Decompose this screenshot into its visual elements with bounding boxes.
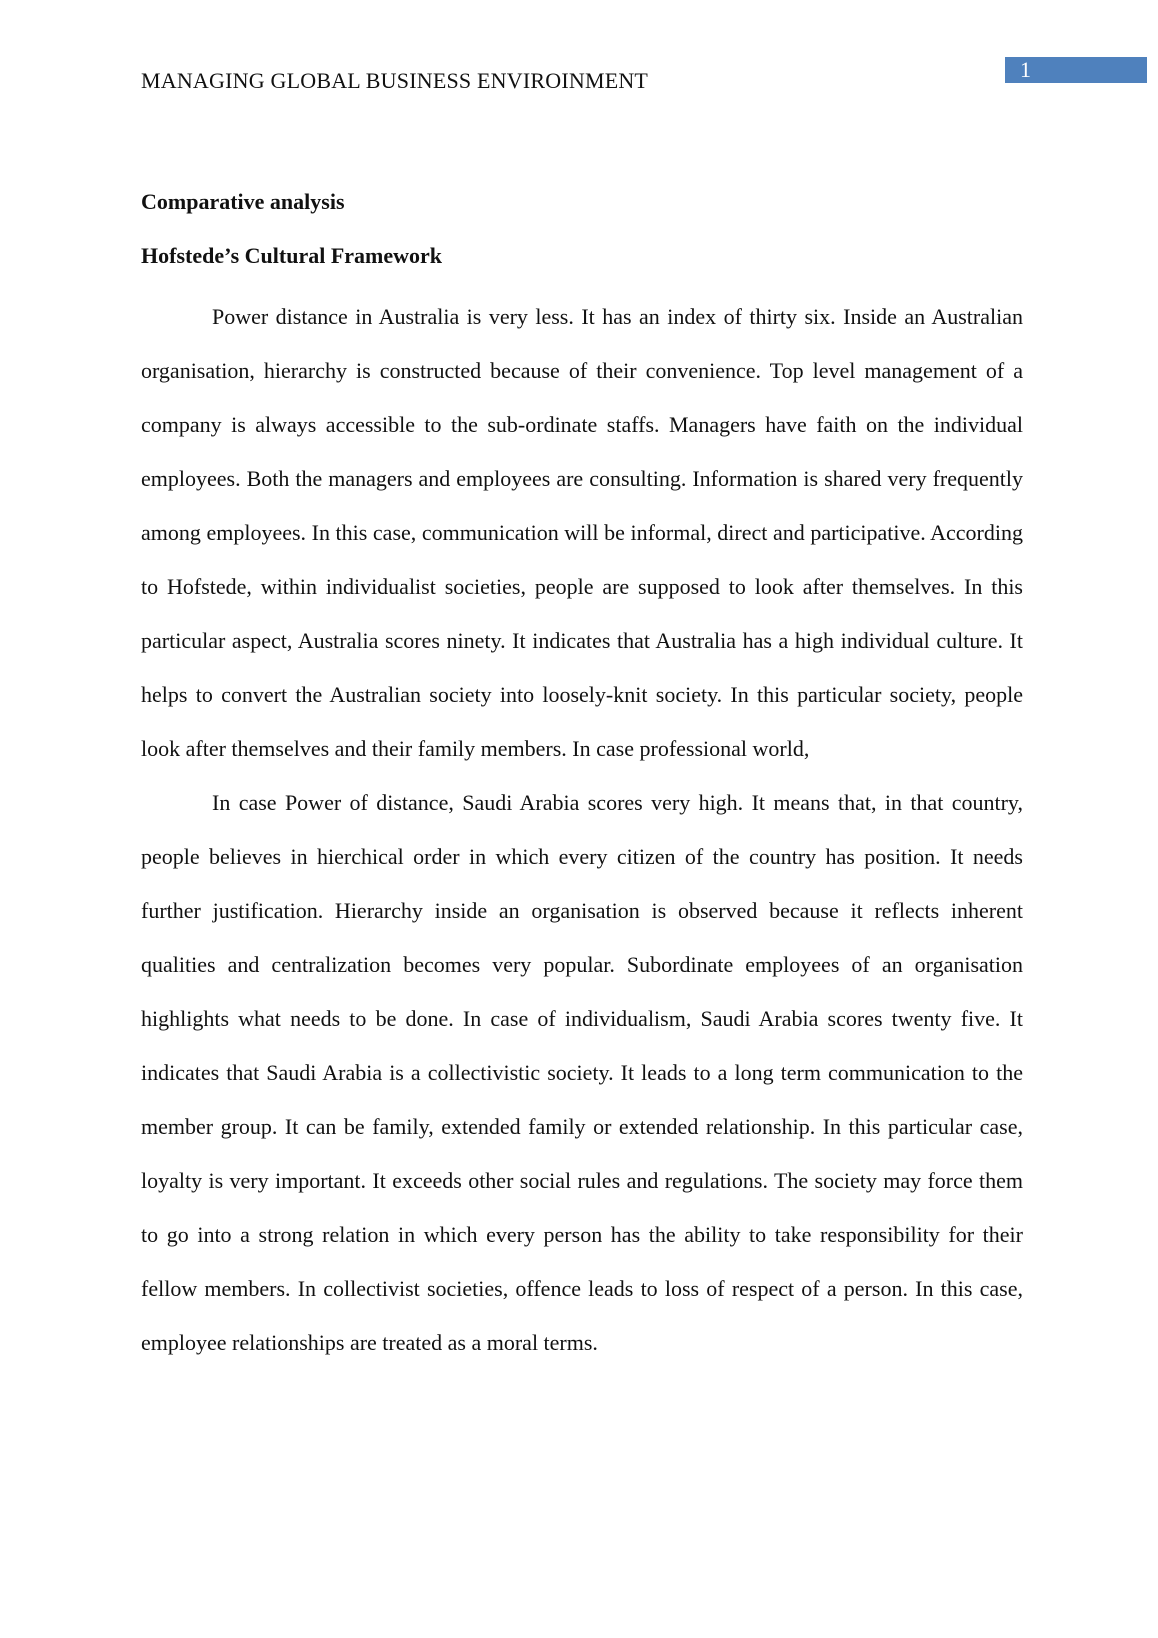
paragraph-australia: Power distance in Australia is very less. It has an index of thirty six. Inside an Australian organisation, hierarchy is constructed because of their convenience. Top level management of a company is always accessible to the sub-ordinate staffs. Managers have faith on the individual employees. Both the managers and employees are consulting. Information is shared very frequently among employees. In this case, communication will be informal, direct and participative. According to Hofstede, within individualist societies, people are supposed to look after themselves. In this particular aspect, Australia scores ninety. It indicates that Australia has a high individual culture. It helps to convert the Australian society into loosely-knit society. In this particular society, people look after themselves and their family members. In case professional world, xyxy=(141,304,1023,761)
section-heading: Comparative analysis xyxy=(141,189,345,214)
page-number-badge xyxy=(1005,57,1147,83)
running-header-title: MANAGING GLOBAL BUSINESS ENVIROINMENT xyxy=(141,68,649,93)
page-number: 1 xyxy=(1020,57,1031,82)
subsection-heading: Hofstede’s Cultural Framework xyxy=(141,243,443,268)
paragraph-saudi-arabia: In case Power of distance, Saudi Arabia scores very high. It means that, in that country, people believes in hierchical order in which every citizen of the country has position. It needs further justification. Hierarchy inside an organisation is observed because it reflects inherent qualities and centralization becomes very popular. Subordinate employees of an organisation highlights what needs to be done. In case of individualism, Saudi Arabia scores twenty five. It indicates that Saudi Arabia is a collectivistic society. It leads to a long term communication to the member group. It can be family, extended family or extended relationship. In this particular case, loyalty is very important. It exceeds other social rules and regulations. The society may force them to go into a strong relation in which every person has the ability to take responsibility for their fellow members. In collectivist societies, offence leads to loss of respect of a person. In this case, employee relationships are treated as a moral terms. xyxy=(141,790,1023,1355)
body-text xyxy=(141,290,1023,1370)
